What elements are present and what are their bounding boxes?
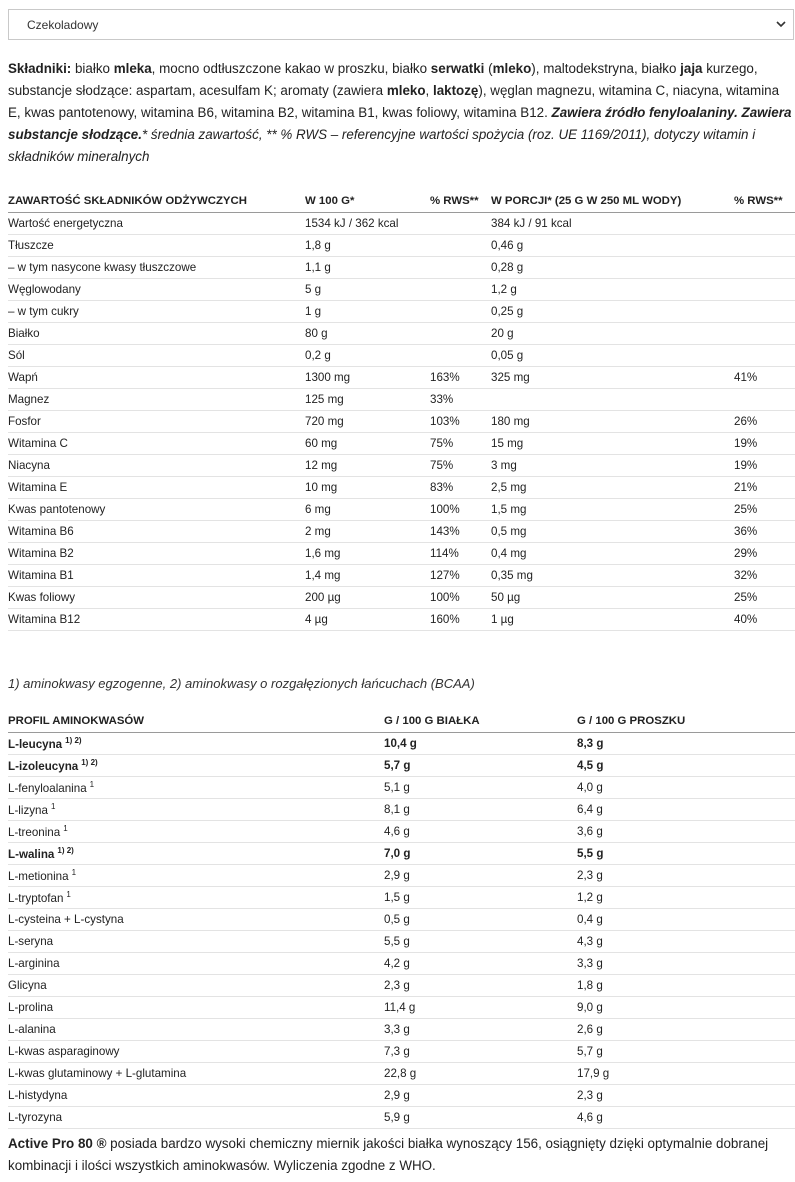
footer-description: posiada bardzo wysoki chemiczny miernik jakości białka wynoszący 156, osiągnięty dzięki optymalnie dobranej kombinacji i ilości wszystkich aminokwasów. Wyliczenia zgodne z WHO. [8, 1136, 769, 1173]
table-row [8, 410, 795, 432]
amino-name-label: L-arginina [8, 956, 60, 970]
serving-value: 1 µg [491, 608, 734, 630]
amino-header-powder: G / 100 G PROSZKU [577, 710, 795, 732]
table-row [8, 754, 795, 776]
table-row [8, 542, 795, 564]
table-row [8, 520, 795, 542]
product-name: Active Pro 80 ® [8, 1136, 107, 1151]
table-row [8, 498, 795, 520]
nutrition-header-nutrient: ZAWARTOŚĆ SKŁADNIKÓW ODŻYWCZYCH [8, 190, 305, 212]
per100-rws [430, 300, 491, 322]
table-row [8, 864, 795, 886]
table-row [8, 344, 795, 366]
amino-name-label: L-tryptofan [8, 891, 64, 905]
amino-name-label: L-izoleucyna [8, 759, 79, 773]
amino-powder-value: 0,4 g [577, 908, 795, 930]
ingredients-text [8, 58, 792, 168]
per100-rws: 127% [430, 564, 491, 586]
amino-powder-value: 2,3 g [577, 864, 795, 886]
amino-name-label: L-leucyna [8, 737, 63, 751]
ingredients-text-run: , [425, 83, 433, 98]
per100-value: 6 mg [305, 498, 430, 520]
table-row [8, 996, 795, 1018]
per100-value: 2 mg [305, 520, 430, 542]
amino-name-label: L-kwas glutaminowy + L-glutamina [8, 1066, 187, 1080]
amino-powder-value: 1,2 g [577, 886, 795, 908]
nutrient-name: Magnez [8, 388, 305, 410]
amino-powder-value: 2,6 g [577, 1018, 795, 1040]
table-row [8, 798, 795, 820]
per100-value: 10 mg [305, 476, 430, 498]
per100-rws: 75% [430, 432, 491, 454]
amino-footnote-marker: 1 [66, 889, 71, 899]
serving-rws: 19% [734, 432, 795, 454]
serving-rws: 41% [734, 366, 795, 388]
table-row [8, 908, 795, 930]
amino-powder-value: 6,4 g [577, 798, 795, 820]
table-row [8, 952, 795, 974]
amino-name-label: Glicyna [8, 978, 47, 992]
amino-powder-value: 4,3 g [577, 930, 795, 952]
nutrient-name: Witamina B1 [8, 564, 305, 586]
flavor-select-value: Czekoladowy [27, 18, 99, 32]
serving-value: 20 g [491, 322, 734, 344]
amino-protein-value: 7,3 g [384, 1040, 577, 1062]
serving-value: 2,5 mg [491, 476, 734, 498]
amino-powder-value: 9,0 g [577, 996, 795, 1018]
amino-name [8, 930, 384, 952]
nutrient-name: Kwas foliowy [8, 586, 305, 608]
amino-name [8, 1084, 384, 1106]
table-row [8, 234, 795, 256]
amino-protein-value: 0,5 g [384, 908, 577, 930]
per100-value: 720 mg [305, 410, 430, 432]
serving-value: 0,46 g [491, 234, 734, 256]
amino-name [8, 732, 384, 754]
amino-protein-value: 5,9 g [384, 1106, 577, 1128]
amino-protein-value: 5,5 g [384, 930, 577, 952]
serving-value: 15 mg [491, 432, 734, 454]
allergen-highlight: mleka [113, 61, 152, 76]
nutrient-name: Fosfor [8, 410, 305, 432]
table-row [8, 1040, 795, 1062]
amino-footnote-marker: 1) 2) [65, 735, 82, 745]
per100-value: 1300 mg [305, 366, 430, 388]
nutrition-header-rws: % RWS** [430, 190, 491, 212]
amino-protein-value: 5,1 g [384, 776, 577, 798]
table-row [8, 586, 795, 608]
nutrient-name: Witamina E [8, 476, 305, 498]
amino-name [8, 996, 384, 1018]
nutrient-name: Witamina B12 [8, 608, 305, 630]
per100-value: 12 mg [305, 454, 430, 476]
serving-rws: 21% [734, 476, 795, 498]
amino-name [8, 864, 384, 886]
serving-rws [734, 212, 795, 234]
amino-name [8, 820, 384, 842]
per100-rws: 114% [430, 542, 491, 564]
serving-value: 0,25 g [491, 300, 734, 322]
ingredients-text-run: kurzego, substancje słodzące: aspartam, acesulfam K; aromaty (zawiera [8, 61, 758, 98]
amino-footnote-marker: 1 [50, 801, 56, 811]
per100-value: 1,8 g [305, 234, 430, 256]
ingredients-text-run: ), węglan magnezu, witamina C, niacyna, witamina E, kwas pantotenowy, witamina B6, witamina B2, witamina B1, kwas foliowy, witamina B12. [8, 83, 780, 120]
serving-value: 325 mg [491, 366, 734, 388]
amino-name [8, 754, 384, 776]
serving-value: 0,35 mg [491, 564, 734, 586]
nutrient-name: Wapń [8, 366, 305, 388]
amino-footnote: 1) aminokwasy egzogenne, 2) aminokwasy o rozgałęzionych łańcuchach (BCAA) [8, 676, 475, 691]
serving-rws: 25% [734, 498, 795, 520]
serving-rws [734, 278, 795, 300]
amino-protein-value: 8,1 g [384, 798, 577, 820]
amino-protein-value: 22,8 g [384, 1062, 577, 1084]
amino-name-label: L-prolina [8, 1000, 54, 1014]
amino-name-label: L-metionina [8, 869, 69, 883]
serving-rws [734, 344, 795, 366]
serving-value: 50 µg [491, 586, 734, 608]
amino-powder-value: 4,6 g [577, 1106, 795, 1128]
amino-name-label: L-fenyloalanina [8, 781, 87, 795]
amino-name [8, 842, 384, 864]
per100-value: 80 g [305, 322, 430, 344]
flavor-select[interactable] [8, 9, 794, 40]
per100-rws: 100% [430, 498, 491, 520]
amino-name [8, 798, 384, 820]
serving-value: 180 mg [491, 410, 734, 432]
amino-header-protein: G / 100 G BIAŁKA [384, 710, 577, 732]
table-row [8, 974, 795, 996]
serving-value: 1,5 mg [491, 498, 734, 520]
table-row [8, 820, 795, 842]
amino-powder-value: 1,8 g [577, 974, 795, 996]
table-row [8, 608, 795, 630]
amino-name [8, 886, 384, 908]
ingredients-text-run: białko [71, 61, 114, 76]
table-row [8, 300, 795, 322]
per100-value: 60 mg [305, 432, 430, 454]
per100-rws: 143% [430, 520, 491, 542]
ingredients-text-run: ( [484, 61, 493, 76]
amino-name-label: L-treonina [8, 825, 61, 839]
amino-powder-value: 2,3 g [577, 1084, 795, 1106]
nutrient-name: Białko [8, 322, 305, 344]
amino-protein-value: 10,4 g [384, 732, 577, 754]
table-row [8, 1018, 795, 1040]
amino-powder-value: 3,6 g [577, 820, 795, 842]
serving-rws: 26% [734, 410, 795, 432]
amino-name-label: L-alanina [8, 1022, 56, 1036]
serving-rws: 40% [734, 608, 795, 630]
table-row [8, 476, 795, 498]
nutrient-name: Witamina B2 [8, 542, 305, 564]
serving-rws [734, 256, 795, 278]
per100-rws [430, 322, 491, 344]
serving-value: 3 mg [491, 454, 734, 476]
amino-footnote-marker: 1 [71, 867, 77, 877]
table-row [8, 564, 795, 586]
serving-rws: 32% [734, 564, 795, 586]
per100-rws: 75% [430, 454, 491, 476]
serving-value [491, 388, 734, 410]
table-row [8, 388, 795, 410]
amino-protein-value: 4,2 g [384, 952, 577, 974]
amino-header-row [8, 710, 795, 732]
per100-value: 1,6 mg [305, 542, 430, 564]
amino-powder-value: 4,0 g [577, 776, 795, 798]
amino-name-label: L-walina [8, 847, 55, 861]
amino-name [8, 952, 384, 974]
nutrition-header-per-serving: W PORCJI* (25 G W 250 ML WODY) [491, 190, 734, 212]
amino-name [8, 1018, 384, 1040]
amino-footnote-marker: 1 [89, 779, 95, 789]
nutrient-name: Witamina C [8, 432, 305, 454]
serving-rws [734, 234, 795, 256]
per100-value: 1,1 g [305, 256, 430, 278]
table-row [8, 366, 795, 388]
amino-footnote-marker: 1) 2) [81, 757, 98, 767]
ingredients-text-run: ), maltodekstryna, białko [531, 61, 681, 76]
table-row [8, 256, 795, 278]
nutrient-name: Wartość energetyczna [8, 212, 305, 234]
amino-protein-value: 2,9 g [384, 864, 577, 886]
serving-rws: 29% [734, 542, 795, 564]
amino-protein-value: 2,3 g [384, 974, 577, 996]
per100-rws [430, 278, 491, 300]
serving-rws: 36% [734, 520, 795, 542]
amino-name [8, 908, 384, 930]
amino-name-label: L-lizyna [8, 803, 48, 817]
nutrient-name: Węglowodany [8, 278, 305, 300]
per100-rws: 160% [430, 608, 491, 630]
table-row [8, 842, 795, 864]
table-row [8, 212, 795, 234]
amino-name [8, 776, 384, 798]
amino-powder-value: 8,3 g [577, 732, 795, 754]
amino-protein-value: 2,9 g [384, 1084, 577, 1106]
per100-value: 1534 kJ / 362 kcal [305, 212, 430, 234]
per100-value: 5 g [305, 278, 430, 300]
serving-value: 0,5 mg [491, 520, 734, 542]
allergen-highlight: serwatki [430, 61, 485, 76]
per100-value: 4 µg [305, 608, 430, 630]
per100-value: 125 mg [305, 388, 430, 410]
table-row [8, 1062, 795, 1084]
serving-rws: 25% [734, 586, 795, 608]
per100-rws: 163% [430, 366, 491, 388]
nutrition-header-row [8, 190, 795, 212]
serving-rws: 19% [734, 454, 795, 476]
nutrient-name: Sól [8, 344, 305, 366]
amino-name-label: L-histydyna [8, 1088, 68, 1102]
amino-name [8, 974, 384, 996]
nutrient-name: Niacyna [8, 454, 305, 476]
serving-rws [734, 300, 795, 322]
amino-name-label: L-seryna [8, 934, 54, 948]
amino-protein-value: 5,7 g [384, 754, 577, 776]
per100-rws: 83% [430, 476, 491, 498]
table-row [8, 776, 795, 798]
nutrient-name: – w tym cukry [8, 300, 305, 322]
ingredients-text-run: , mocno odtłuszczone kakao w proszku, białko [151, 61, 431, 76]
nutrient-name: Kwas pantotenowy [8, 498, 305, 520]
nutrient-name: Witamina B6 [8, 520, 305, 542]
table-row [8, 278, 795, 300]
per100-value: 0,2 g [305, 344, 430, 366]
per100-rws: 33% [430, 388, 491, 410]
amino-name [8, 1062, 384, 1084]
nutrition-table [8, 190, 795, 631]
serving-rws [734, 388, 795, 410]
nutrition-header-rws-serving: % RWS** [734, 190, 795, 212]
amino-header-name: PROFIL AMINOKWASÓW [8, 710, 384, 732]
amino-protein-value: 11,4 g [384, 996, 577, 1018]
amino-name [8, 1106, 384, 1128]
ingredients-label: Składniki: [8, 61, 72, 76]
table-row [8, 886, 795, 908]
per100-rws [430, 256, 491, 278]
amino-powder-value: 4,5 g [577, 754, 795, 776]
serving-value: 1,2 g [491, 278, 734, 300]
per100-value: 1,4 mg [305, 564, 430, 586]
serving-value: 0,05 g [491, 344, 734, 366]
amino-name-label: L-tyrozyna [8, 1110, 63, 1124]
per100-rws: 103% [430, 410, 491, 432]
allergen-highlight: mleko [492, 61, 532, 76]
serving-value: 384 kJ / 91 kcal [491, 212, 734, 234]
phenylalanine-warning: Zawiera źródło fenyloalaniny. Zawiera substancje słodzące. [8, 105, 792, 142]
per100-value: 200 µg [305, 586, 430, 608]
amino-name-label: L-kwas asparaginowy [8, 1044, 120, 1058]
nutrient-name: Tłuszcze [8, 234, 305, 256]
table-row [8, 432, 795, 454]
rws-footnote: * średnia zawartość, ** % RWS – referencyjne wartości spożycia (roz. UE 1169/2011), dotyczy witamin i składników mineralnych [8, 127, 756, 164]
table-row [8, 732, 795, 754]
nutrition-header-per100: W 100 G* [305, 190, 430, 212]
allergen-highlight: laktozę [432, 83, 479, 98]
amino-protein-value: 4,6 g [384, 820, 577, 842]
allergen-highlight: mleko [386, 83, 426, 98]
allergen-highlight: jaja [680, 61, 703, 76]
table-row [8, 1106, 795, 1128]
table-row [8, 322, 795, 344]
per100-rws [430, 344, 491, 366]
table-row [8, 454, 795, 476]
serving-rws [734, 322, 795, 344]
nutrient-name: – w tym nasycone kwasy tłuszczowe [8, 256, 305, 278]
footer-text [8, 1133, 792, 1177]
amino-footnote-marker: 1) 2) [57, 845, 74, 855]
per100-rws [430, 234, 491, 256]
table-row [8, 930, 795, 952]
chevron-down-icon [775, 18, 787, 30]
serving-value: 0,4 mg [491, 542, 734, 564]
amino-profile-table [8, 710, 795, 1129]
amino-powder-value: 5,7 g [577, 1040, 795, 1062]
amino-powder-value: 5,5 g [577, 842, 795, 864]
table-row [8, 1084, 795, 1106]
serving-value: 0,28 g [491, 256, 734, 278]
amino-powder-value: 3,3 g [577, 952, 795, 974]
per100-value: 1 g [305, 300, 430, 322]
amino-protein-value: 1,5 g [384, 886, 577, 908]
amino-name-label: L-cysteina + L-cystyna [8, 912, 124, 926]
per100-rws [430, 212, 491, 234]
amino-protein-value: 3,3 g [384, 1018, 577, 1040]
amino-protein-value: 7,0 g [384, 842, 577, 864]
amino-footnote-marker: 1 [63, 823, 68, 833]
amino-powder-value: 17,9 g [577, 1062, 795, 1084]
per100-rws: 100% [430, 586, 491, 608]
amino-name [8, 1040, 384, 1062]
